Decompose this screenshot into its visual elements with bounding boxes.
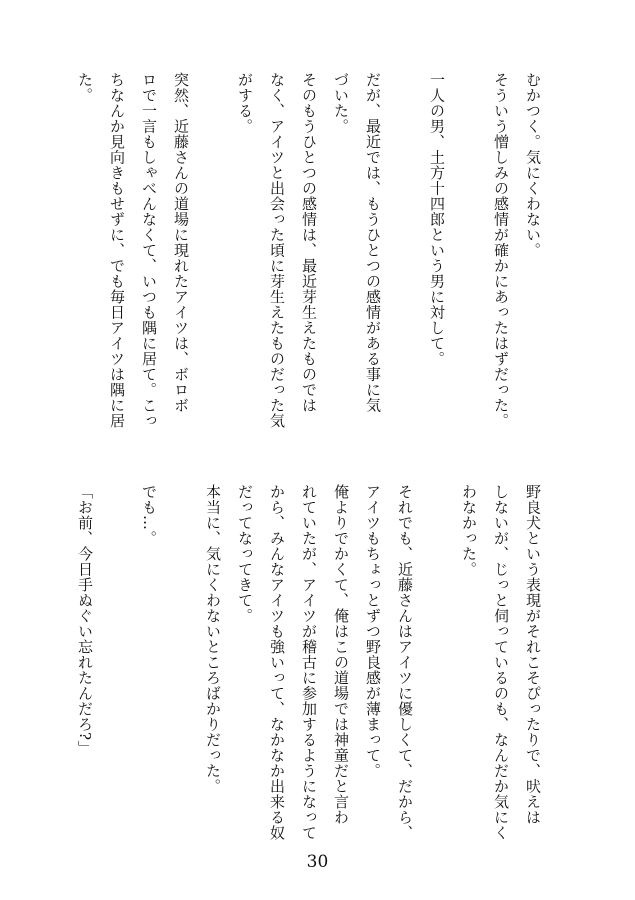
text-line: た。 — [76, 72, 94, 103]
text-line: しないが、じっと伺っているのも、なんだか気にく — [492, 484, 510, 841]
text-line: でも…。 — [140, 484, 158, 546]
text-line: だってなってきて。 — [236, 484, 254, 624]
text-line: がする。 — [236, 72, 254, 134]
text-line: 突然、近藤さんの道場に現れたアイツは、ボロボ — [172, 72, 190, 413]
blank-line — [165, 484, 197, 814]
text-line: 俺よりでかくて、俺はこの道場では神童だと言わ — [332, 484, 350, 825]
text-line: そういう憎しみの感情が確かにあったはずだった。 — [492, 72, 510, 429]
text-line: から、みんなアイツも強いって、なかなか出来る奴 — [268, 484, 286, 841]
text-line: わなかった。 — [460, 484, 478, 577]
blank-line — [101, 484, 133, 814]
text-line: ロで一言もしゃべんなくて、いつも隅に居て。こっ — [140, 72, 158, 429]
upper-text-block — [69, 72, 549, 452]
blank-line — [389, 72, 421, 452]
text-line: むかつく。気にくわない。 — [524, 72, 542, 258]
blank-line — [421, 484, 453, 814]
text-line: 「お前、今日手ぬぐい忘れたんだろ?」 — [76, 484, 94, 757]
text-line: なく、アイツと出会った頃に芽生えたものだった気 — [268, 72, 286, 429]
text-line: アイツもちょっとずつ野良感が薄まって。 — [364, 484, 382, 779]
text-line: だが、最近では、もうひとつの感情がある事に気 — [364, 72, 382, 413]
text-line: 野良犬という表現がそれこそぴったりで、吠えは — [524, 484, 542, 825]
lower-text-block — [69, 484, 549, 841]
text-line: そのもうひとつの感情は、最近芽生えたものでは — [300, 72, 318, 413]
text-line: 本当に、気にくわないところばかりだった。 — [204, 484, 222, 794]
blank-line — [197, 72, 229, 452]
text-line: づいた。 — [332, 72, 350, 134]
page-number: 30 — [306, 852, 329, 872]
blank-line — [453, 72, 485, 452]
text-line: 一人の男、土方十四郎という男に対して。 — [428, 72, 446, 367]
text-line: ちなんか見向きもせずに、でも毎日アイツは隅に居 — [108, 72, 126, 429]
text-line: それでも、近藤さんはアイツに優しくて、だから、 — [396, 484, 414, 841]
text-line: れていたが、アイツが稽古に参加するようになって — [300, 484, 318, 841]
